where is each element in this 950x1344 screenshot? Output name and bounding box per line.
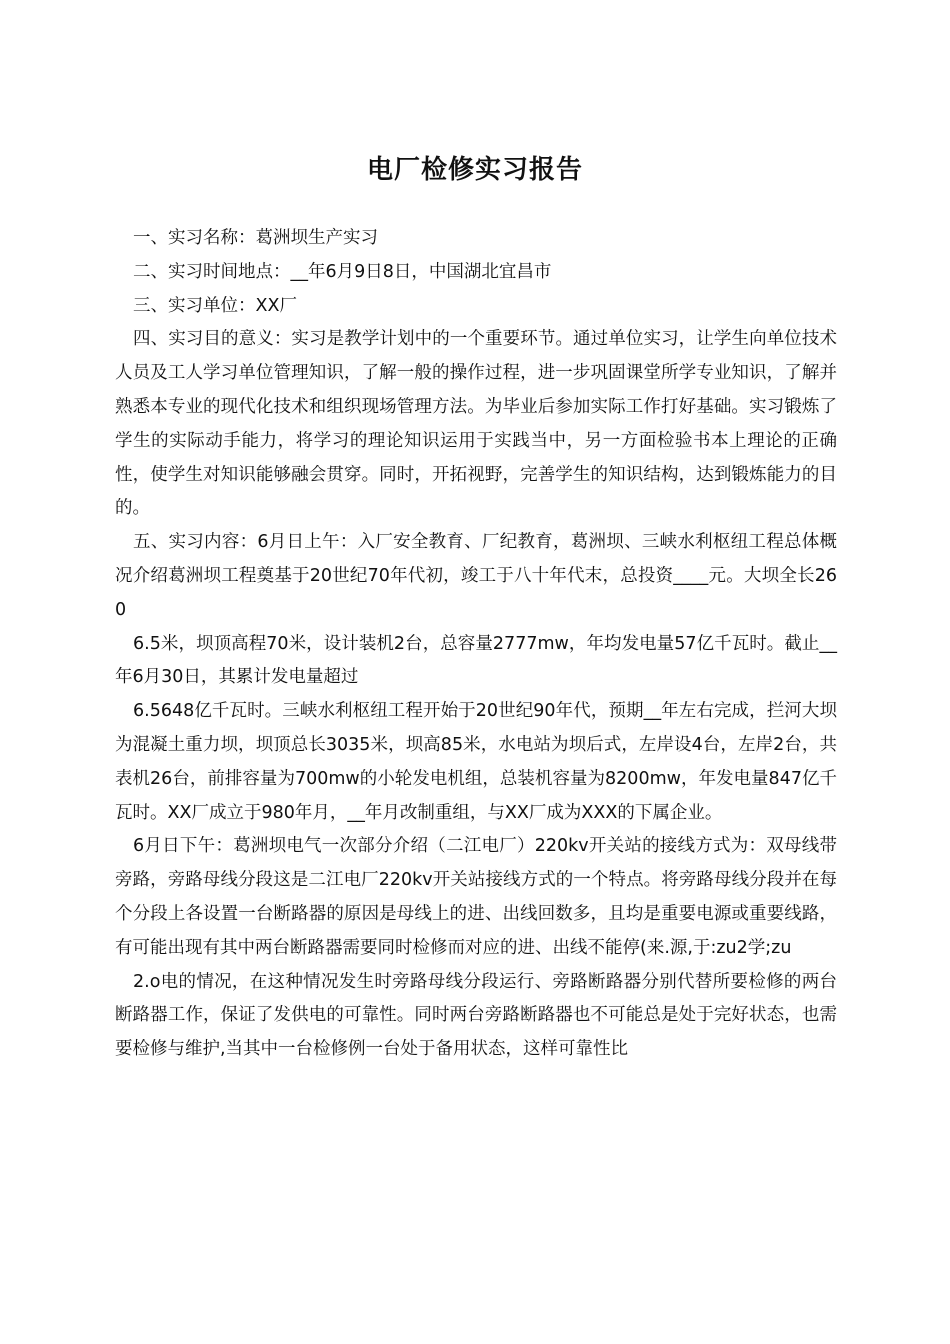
paragraph-content-intro: 五、实习内容：6月日上午：入厂安全教育、厂纪教育，葛洲坝、三峡水利枢纽工程总体概况介绍葛洲坝工程奠基于20世纪70年代初，竣工于八十年代末，总投资____元。大坝全长260	[115, 532, 837, 620]
paragraph-purpose: 四、实习目的意义：实习是教学计划中的一个重要环节。通过单位实习，让学生向单位技术人员及工人学习单位管理知识，了解一般的操作过程，进一步巩固课堂所学专业知识，了解并熟悉本专业的现代化技术和组织现场管理方法。为毕业后参加实际工作打好基础。实习锻炼了学生的实际动手能力，将学习的理论知识运用于实践当中，另一方面检验书本上理论的正确性，使学生对知识能够融会贯穿。同时，开拓视野，完善学生的知识结构，达到锻炼能力的目的。	[115, 329, 837, 519]
paragraph-practice-name: 一、实习名称：葛洲坝生产实习	[133, 228, 378, 248]
paragraph-time-place: 二、实习时间地点：__年6月9日8日，中国湖北宜昌市	[133, 261, 552, 282]
paragraph-practice-unit: 三、实习单位：XX厂	[133, 295, 297, 316]
paragraph-switchyard: 6月日下午：葛洲坝电气一次部分介绍（二江电厂）220kv开关站的接线方式为：双母线带旁路，旁路母线分段这是二江电厂220kv开关站接线方式的一个特点。将旁路母线分段并在每个分段上各设置一台断路器的原因是母线上的进、出线回数多，且均是重要电源或重要线路，有可能出现有其中两台断路器需要同时检修而对应的进、出线不能停(来.源,于:zu2学;zu	[115, 836, 837, 958]
paragraph-reliability: 2.o电的情况，在这种情况发生时旁路母线分段运行、旁路断路器分别代替所要检修的两台断路器工作，保证了发供电的可靠性。同时两台旁路断路器也不可能总是处于完好状态，也需要检修与维护,当其中一台检修例一台处于备用状态，这样可靠性比	[115, 971, 837, 1060]
document-body	[115, 222, 837, 1067]
document-title: 电厂检修实习报告	[366, 155, 583, 186]
paragraph-three-gorges: 6.5648亿千瓦时。三峡水利枢纽工程开始于20世纪90年代，预期__年左右完成，拦河大坝为混凝土重力坝，坝顶总长3035米，坝高85米，水电站为坝后式，左岸设4台，左岸2台，共表机26台，前排容量为700mw的小轮发电机组，总装机容量为8200mw，年发电量847亿千瓦时。XX厂成立于980年月，__年月改制重组，与XX厂成为XXX的下属企业。	[115, 701, 837, 823]
paragraph-dam-specs: 6.5米，坝顶高程70米，设计装机2台，总容量2777mw，年均发电量57亿千瓦时。截止__年6月30日，其累计发电量超过	[115, 633, 837, 688]
